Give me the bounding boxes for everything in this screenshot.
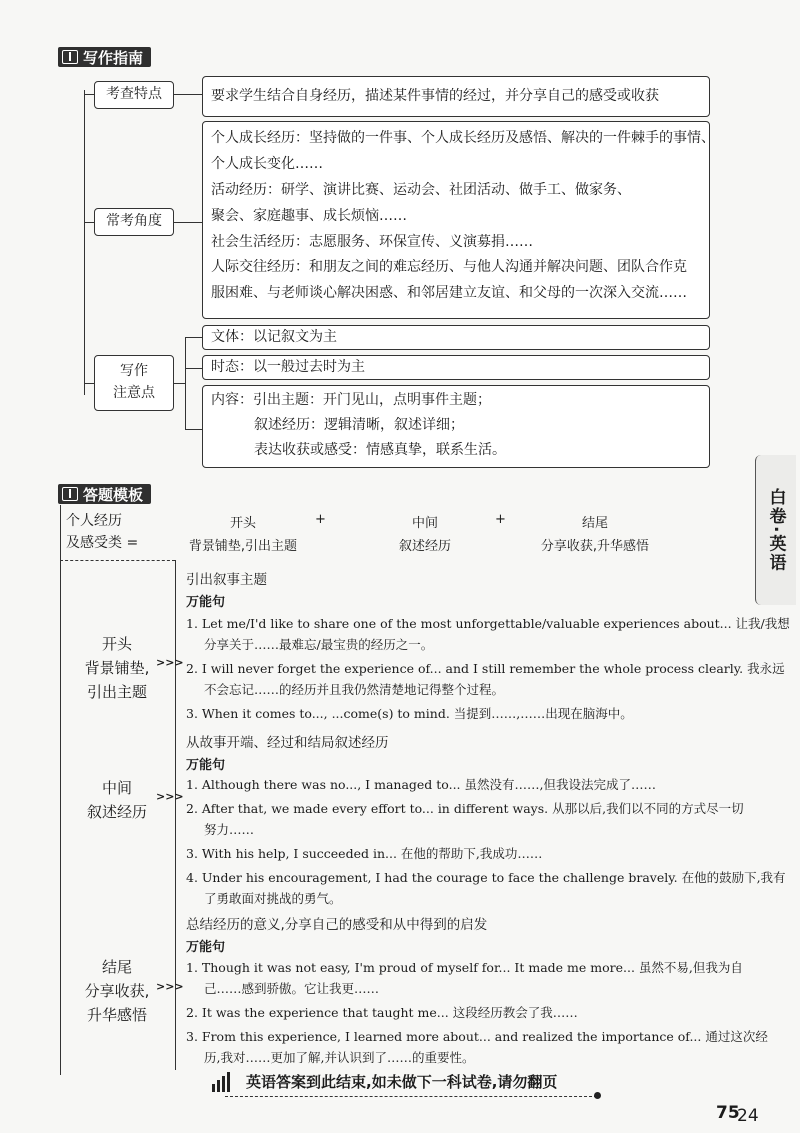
sentence: 4. Under his encouragement, I had the courage to face the challenge bravely. 在他的鼓励下,我有: [186, 870, 786, 885]
sub-bracket: [185, 337, 186, 429]
connector: [174, 222, 202, 223]
formula-line: 个人经历: [66, 513, 122, 529]
angle-line: 活动经历：研学、演讲比赛、运动会、社团活动、做手工、做家务、: [211, 181, 631, 198]
side-line: 结尾: [101, 958, 132, 976]
footer-dot: [594, 1092, 601, 1099]
side-tab: [755, 455, 796, 605]
label-text: 写作: [120, 363, 148, 380]
formula-part-middle: [380, 512, 470, 554]
divider: [60, 560, 175, 561]
formula-part-end: [530, 512, 660, 554]
template-middle-rule: [175, 560, 176, 1070]
tense-box: [202, 355, 710, 380]
label-text: 注意点: [113, 385, 155, 401]
sentence-list: [186, 774, 786, 909]
section-heading: 引出叙事主题: [186, 572, 267, 588]
book-icon: [62, 487, 78, 501]
connector: [174, 383, 185, 384]
content-line: 叙述经历：逻辑清晰，叙述详细；: [254, 417, 464, 433]
connector: [84, 94, 94, 95]
sentence: 2. I will never forget the experience of... and I still remember the whole process clearly. 我永远: [186, 661, 785, 676]
formula-left: [66, 510, 138, 554]
section-sub: 万能句: [186, 595, 226, 610]
sentence: 己……感到骄傲。它让我更……: [204, 981, 380, 996]
sentence: 了勇敢面对挑战的勇气。: [204, 891, 342, 906]
connector: [185, 368, 202, 369]
sentence: 3. From this experience, I learned more about... and realized the importance of... 通过这次经: [186, 1029, 768, 1044]
label-common-angles: [94, 208, 174, 236]
side-line: 背景铺垫,: [84, 659, 150, 677]
part-title: 结尾: [581, 516, 608, 531]
page-number: 75: [716, 1103, 740, 1123]
tree-trunk: [84, 90, 85, 395]
genre-box: [202, 325, 710, 350]
connector: [84, 383, 94, 384]
part-sub: 背景铺垫,引出主题: [188, 539, 298, 554]
sentence-list: [186, 957, 768, 1068]
plus-sign: +: [315, 512, 326, 527]
formula-line: 及感受类 =: [66, 535, 139, 551]
sentence: 分享关于……最难忘/最宝贵的经历之一。: [204, 637, 434, 652]
answer-template-title: 答题模板: [83, 485, 144, 504]
chevron-arrow-icon: >>>: [156, 980, 184, 993]
angle-line: 社会生活经历：志愿服务、环保宣传、义演募捐……: [211, 233, 533, 250]
genre-text: 文体：以记叙文为主: [211, 329, 337, 345]
sentence: 努力……: [204, 822, 255, 837]
exam-features-box: [202, 76, 710, 117]
section-sub: 万能句: [186, 758, 226, 773]
connector: [185, 337, 202, 338]
footer-dashed-line: [225, 1096, 597, 1097]
sentence: 不会忘记……的经历并且我仍然清楚地记得整个过程。: [204, 682, 505, 697]
writing-guide-title: 写作指南: [83, 48, 144, 67]
side-line: 分享收获,: [84, 982, 150, 1000]
book-icon: [62, 50, 78, 64]
content-box: [202, 385, 710, 468]
common-angles-box: [202, 121, 715, 319]
side-tab-text: 白卷·英语: [765, 487, 786, 573]
sentence: 2. After that, we made every effort to... in different ways. 从那以后,我们以不同的方式尽一切: [186, 801, 744, 816]
content-line: 表达收获或感受：情感真挚，联系生活。: [254, 442, 506, 458]
plus-sign: +: [495, 512, 506, 527]
sentence: 2. It was the experience that taught me... 这段经历教会了我……: [186, 1005, 578, 1020]
tense-text: 时态：以一般过去时为主: [211, 359, 365, 375]
side-line: 叙述经历: [86, 803, 147, 821]
exam-features-text: 要求学生结合自身经历，描述某件事情的经过，并分享自己的感受或收获: [211, 88, 659, 105]
side-line: 升华感悟: [86, 1006, 147, 1024]
answer-template-header: [58, 484, 151, 504]
chevron-arrow-icon: >>>: [156, 790, 184, 803]
sheet-number: 24: [737, 1106, 759, 1126]
label-text: 常考角度: [106, 213, 162, 230]
template-left-rule: [60, 505, 61, 1075]
sentence: 3. With his help, I succeeded in... 在他的帮助下,我成功……: [186, 846, 543, 861]
formula-part-start: [188, 512, 298, 554]
part-title: 开头: [229, 516, 256, 531]
angle-line: 个人成长经历：坚持做的一件事、个人成长经历及感悟、解决的一件棘手的事情、: [211, 130, 715, 146]
label-writing-notes: [94, 355, 174, 411]
label-exam-features: [94, 81, 174, 109]
bar-icon: [212, 1072, 230, 1092]
sentence: 1. Though it was not easy, I'm proud of myself for... It made me more... 虽然不易,但我为自: [186, 960, 743, 975]
side-line: 开头: [101, 635, 132, 653]
part-sub: 叙述经历: [398, 539, 451, 554]
section-heading: 总结经历的意义,分享自己的感受和从中得到的启发: [186, 917, 488, 933]
sentence: 历,我对……更加了解,并认识到了……的重要性。: [204, 1050, 475, 1065]
sentence: 3. When it comes to..., ...come(s) to mind. 当提到……,……出现在脑海中。: [186, 706, 633, 721]
sentence-list: [186, 613, 790, 724]
angle-line: 聚会、家庭趣事、成长烦恼……: [211, 207, 407, 224]
writing-guide-header: [58, 47, 151, 67]
side-line: 引出主题: [86, 683, 147, 701]
angle-line: 人际交往经历：和朋友之间的难忘经历、与他人沟通并解决问题、团队合作克: [211, 259, 687, 276]
content-line: 内容：引出主题：开门见山，点明事件主题；: [211, 392, 491, 408]
connector: [84, 222, 94, 223]
sentence: 1. Although there was no..., I managed to... 虽然没有……,但我设法完成了……: [186, 777, 656, 792]
chevron-arrow-icon: >>>: [156, 656, 184, 669]
connector: [185, 429, 202, 430]
section-sub: 万能句: [186, 940, 226, 955]
angle-line: 个人成长变化……: [211, 155, 323, 172]
footer-notice: 英语答案到此结束,如未做下一科试卷,请勿翻页: [246, 1073, 558, 1091]
side-line: 中间: [101, 779, 132, 797]
part-sub: 分享收获,升华感悟: [540, 539, 650, 554]
label-text: 考查特点: [106, 86, 162, 103]
section-heading: 从故事开端、经过和结局叙述经历: [186, 735, 389, 751]
sentence: 1. Let me/I'd like to share one of the most unforgettable/valuable experiences about... 让我/我想: [186, 616, 790, 631]
part-title: 中间: [411, 516, 438, 531]
angle-line: 服困难、与老师谈心解决困惑、和邻居建立友谊、和父母的一次深入交流……: [211, 285, 687, 302]
connector: [174, 94, 202, 95]
